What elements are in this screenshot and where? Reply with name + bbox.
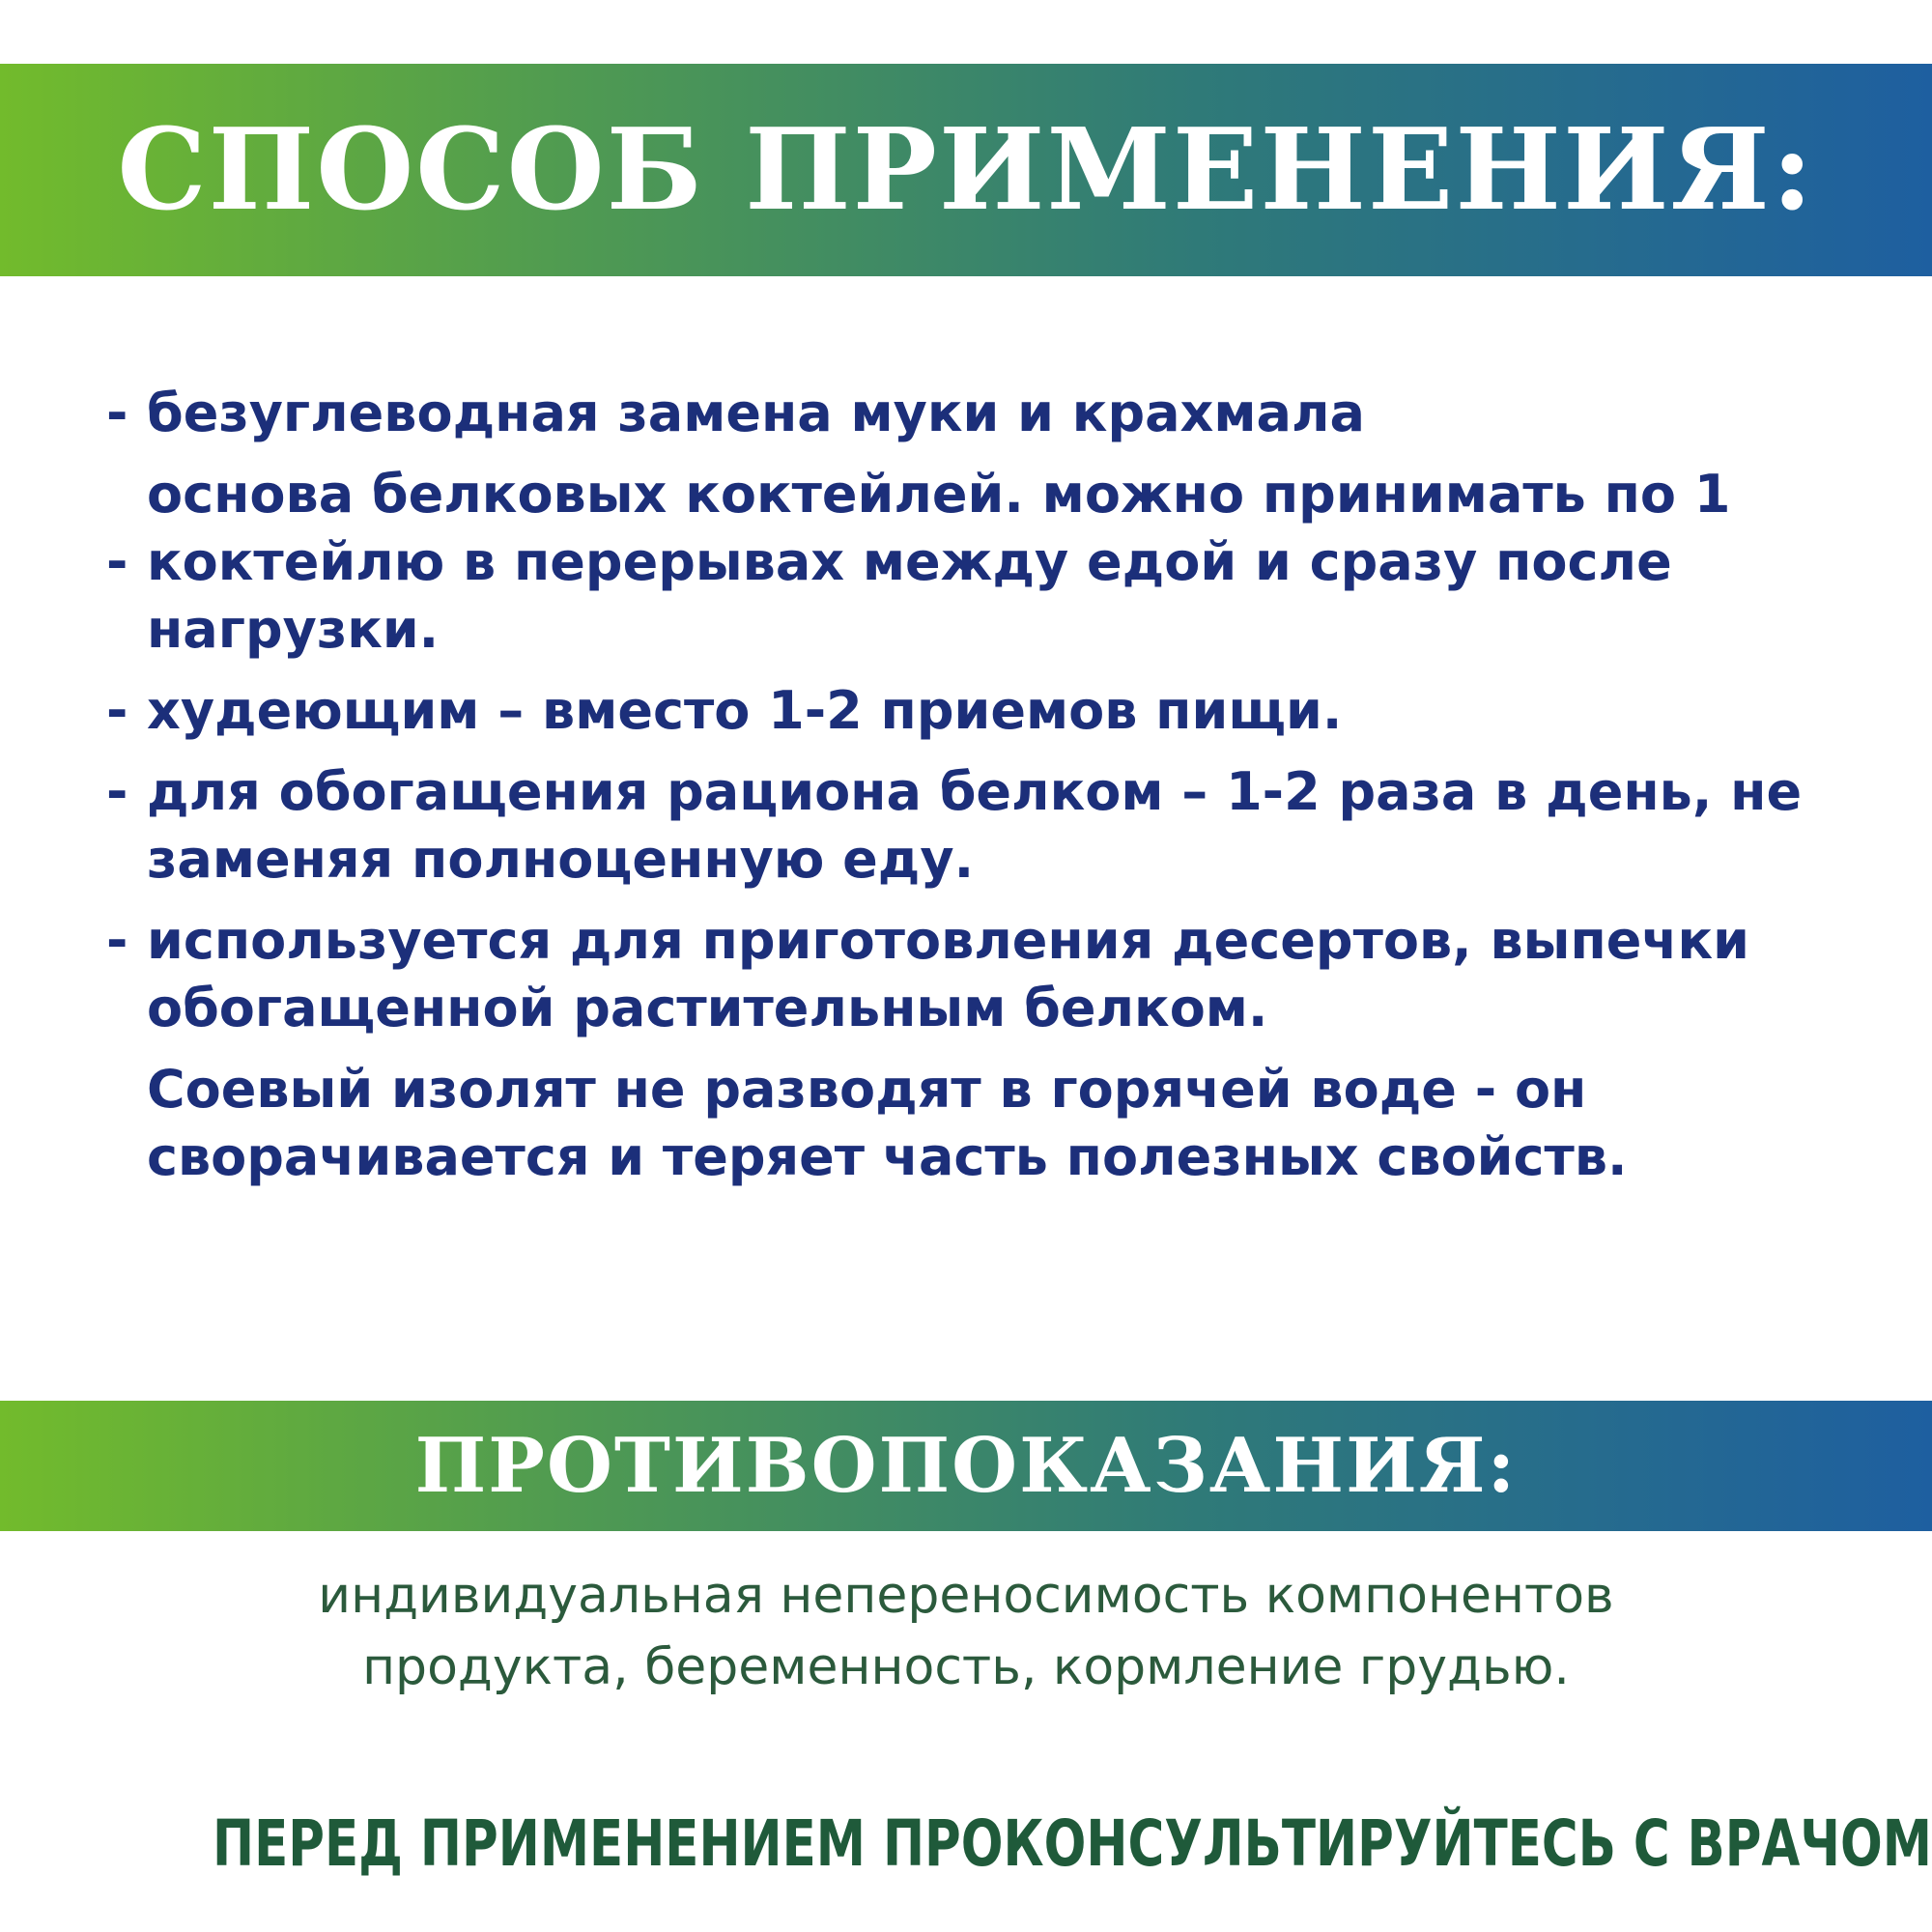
usage-line: заменяя полноценную еду. [147,829,975,890]
usage-line: коктейлю в перерывах между едой и сразу после [147,531,1672,592]
usage-line: нагрузки. [147,599,440,660]
contraindications-line: индивидуальная непереносимость компонентов [318,1567,1614,1625]
usage-line: безуглеводная замена муки и крахмала [147,383,1365,443]
contraindications-header-banner [0,1401,1932,1531]
contraindications-title: ПРОТИВОПОКАЗАНИЯ: [414,1422,1518,1510]
usage-item [106,758,1845,894]
usage-note-line: сворачивается и теряет часть полезных свойств. [147,1126,1628,1187]
usage-line: для обогащения рациона белком – 1-2 раза в день, не [147,761,1803,822]
contraindications-line: продукта, беременность, кормление грудью. [362,1638,1570,1696]
list-dash: - [106,383,128,443]
usage-header-banner [0,64,1932,276]
usage-list [106,380,1845,1191]
list-dash: - [106,761,128,822]
list-dash: - [106,910,128,971]
usage-item [106,677,1845,745]
usage-line: основа белковых коктейлей. можно принимать по 1 [147,464,1731,525]
usage-line: обогащенной растительным белком. [147,978,1268,1038]
usage-line: худеющим – вместо 1-2 приемов пищи. [147,680,1343,741]
usage-item [106,907,1845,1042]
usage-note [106,1056,1845,1191]
contraindications-text [0,1560,1932,1703]
usage-note-line: Соевый изолят не разводят в горячей воде - он [147,1059,1587,1120]
list-dash: - [106,680,128,741]
doctor-warning: ПЕРЕД ПРИМЕНЕНИЕМ ПРОКОНСУЛЬТИРУЙТЕСЬ С ВРАЧОМ [213,1806,1932,1881]
usage-item [106,461,1845,664]
usage-line: используется для приготовления десертов, выпечки [147,910,1749,971]
usage-title: СПОСОБ ПРИМЕНЕНИЯ: [117,104,1815,236]
usage-item [106,380,1845,447]
list-dash: - [106,531,128,592]
